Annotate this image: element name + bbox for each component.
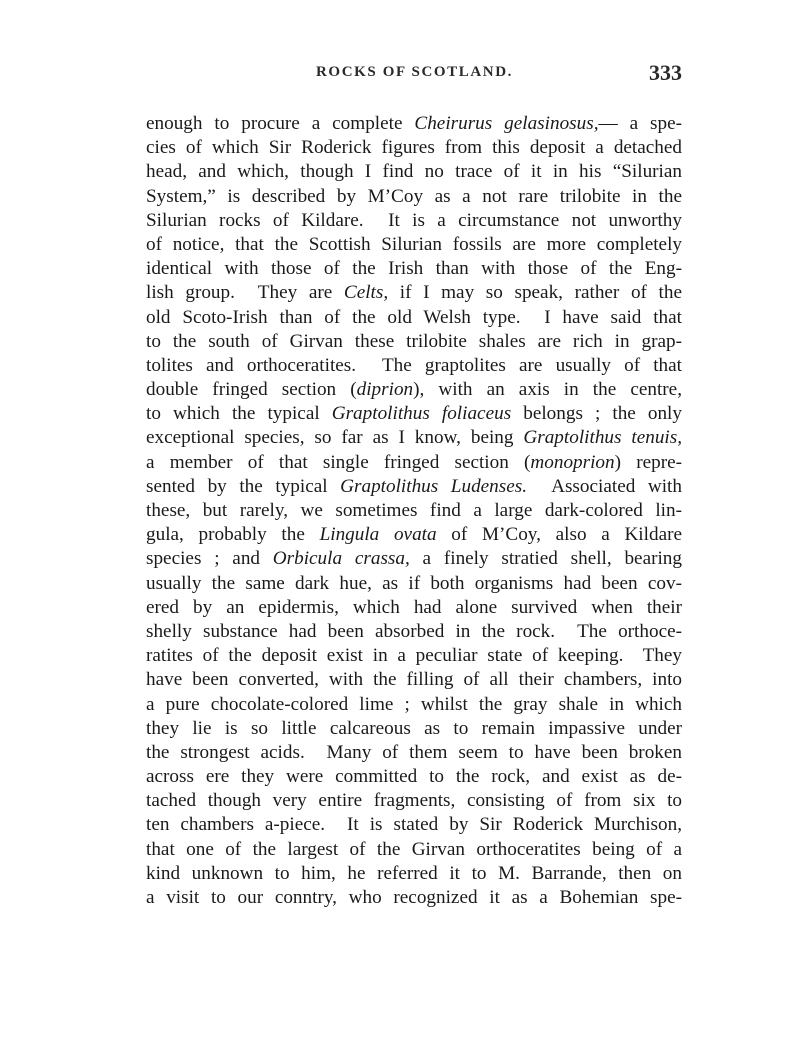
text-run: — a spe- [598, 113, 682, 134]
text-run: a pure chocolate-colored lime ; whilst the gray shale in which [146, 693, 682, 715]
text-run: kind unknown to him, he referred it to M. Barrande, then on [146, 862, 682, 884]
text-line [146, 354, 682, 378]
text-line [146, 717, 682, 741]
body-text [146, 112, 682, 910]
text-run: a visit to our conntry, who recognized it as a Bohemian spe- [146, 887, 682, 908]
text-line [146, 765, 682, 789]
text-run: have been converted, with the filling of all their chambers, into [146, 669, 682, 691]
italic-text-run: Celts, [343, 282, 389, 304]
italic-text-run: Lingula ovata [319, 524, 437, 546]
text-line [146, 475, 682, 499]
text-line [146, 233, 682, 257]
text-run: a finely stratied shell, bearing [409, 548, 682, 570]
text-run: ered by an epidermis, which had alone survived when their [146, 596, 682, 618]
text-line [146, 693, 682, 717]
text-run: old Scoto-Irish than of the old Welsh type. I have said that [146, 306, 682, 328]
text-line [146, 451, 682, 475]
running-title: ROCKS OF SCOTLAND. [316, 64, 514, 80]
text-run: gula, probably the [146, 524, 320, 546]
text-line [146, 306, 682, 330]
text-run: enough to procure a complete [146, 113, 415, 134]
text-run: double fringed section ( [146, 379, 357, 401]
text-run: across ere they were committed to the rock, and exist as de- [146, 766, 682, 788]
text-line [146, 668, 682, 692]
text-line [146, 547, 682, 571]
text-run: head, and which, though I find no trace of it in his “Silurian [146, 161, 682, 183]
text-line [146, 402, 682, 426]
text-run: to which the typical [146, 403, 332, 425]
running-head [146, 60, 682, 88]
text-run: System,” is described by M’Coy as a not rare trilobite in the [146, 185, 682, 207]
text-run: they lie is so little calcareous as to remain impassive under [146, 717, 682, 739]
text-line [146, 644, 682, 668]
text-run: identical with those of the Irish than with those of the Eng- [146, 258, 682, 280]
text-line [146, 596, 682, 620]
text-run: ten chambers a-piece. It is stated by Sir Roderick Murchison, [146, 814, 682, 836]
text-run: to the south of Girvan these trilobite shales are rich in grap- [146, 330, 682, 352]
text-line [146, 789, 682, 813]
text-line [146, 257, 682, 281]
text-run: ), with an axis in the centre, [413, 379, 682, 401]
text-run: usually the same dark hue, as if both organisms had been cov- [146, 572, 682, 594]
text-run: shelly substance had been absorbed in the rock. The orthoce- [146, 620, 682, 642]
text-run: the strongest acids. Many of them seem to have been broken [146, 741, 682, 763]
text-line [146, 426, 682, 450]
text-run: a member of that single fringed section ( [146, 451, 531, 473]
text-line [146, 620, 682, 644]
text-line [146, 572, 682, 596]
text-run: exceptional species, so far as I know, being [146, 427, 524, 449]
text-line [146, 886, 682, 910]
text-line [146, 378, 682, 402]
page-number: 333 [649, 60, 682, 85]
italic-text-run: monoprion [530, 451, 615, 473]
text-run: belongs ; the only [511, 403, 682, 425]
text-line [146, 281, 682, 305]
text-run: species ; and [146, 548, 273, 570]
text-run: lish group. They are [146, 282, 344, 304]
text-run: these, but rarely, we sometimes find a large dark-colored lin- [146, 500, 682, 521]
text-line [146, 862, 682, 886]
italic-text-run: Graptolithus foliaceus [331, 403, 512, 425]
text-run: of M’Coy, also a Kildare [436, 524, 682, 546]
text-run: tached though very entire fragments, consisting of from six to [146, 790, 682, 812]
text-run: that one of the largest of the Girvan orthoceratites being of a [146, 838, 682, 860]
text-run: cies of which Sir Roderick figures from this deposit a detached [146, 137, 682, 159]
italic-text-run: Orbicula crassa, [272, 548, 410, 570]
text-line [146, 499, 682, 523]
text-run: of notice, that the Scottish Silurian fossils are more completely [146, 233, 682, 255]
text-line [146, 741, 682, 765]
text-line [146, 330, 682, 354]
text-run: ) repre- [614, 451, 682, 473]
text-run: tolites and orthoceratites. The graptolites are usually of that [146, 354, 682, 376]
text-run: ratites of the deposit exist in a peculiar state of keeping. They [146, 645, 682, 667]
text-line [146, 185, 682, 209]
text-line [146, 838, 682, 862]
italic-text-run: Graptolithus tenuis, [523, 427, 683, 449]
text-line [146, 209, 682, 233]
text-run: if I may so speak, rather of the [388, 282, 682, 304]
text-run: Silurian rocks of Kildare. It is a circumstance not unworthy [146, 209, 682, 231]
text-line [146, 136, 682, 160]
text-run: sented by the typical [146, 475, 341, 497]
text-line [146, 112, 682, 136]
text-line [146, 160, 682, 184]
text-run: Associated with [527, 475, 682, 497]
italic-text-run: Graptolithus Ludenses. [340, 475, 528, 497]
italic-text-run: diprion [356, 379, 414, 401]
italic-text-run: Cheirurus gelasinosus, [414, 113, 599, 134]
text-line [146, 523, 682, 547]
text-line [146, 813, 682, 837]
